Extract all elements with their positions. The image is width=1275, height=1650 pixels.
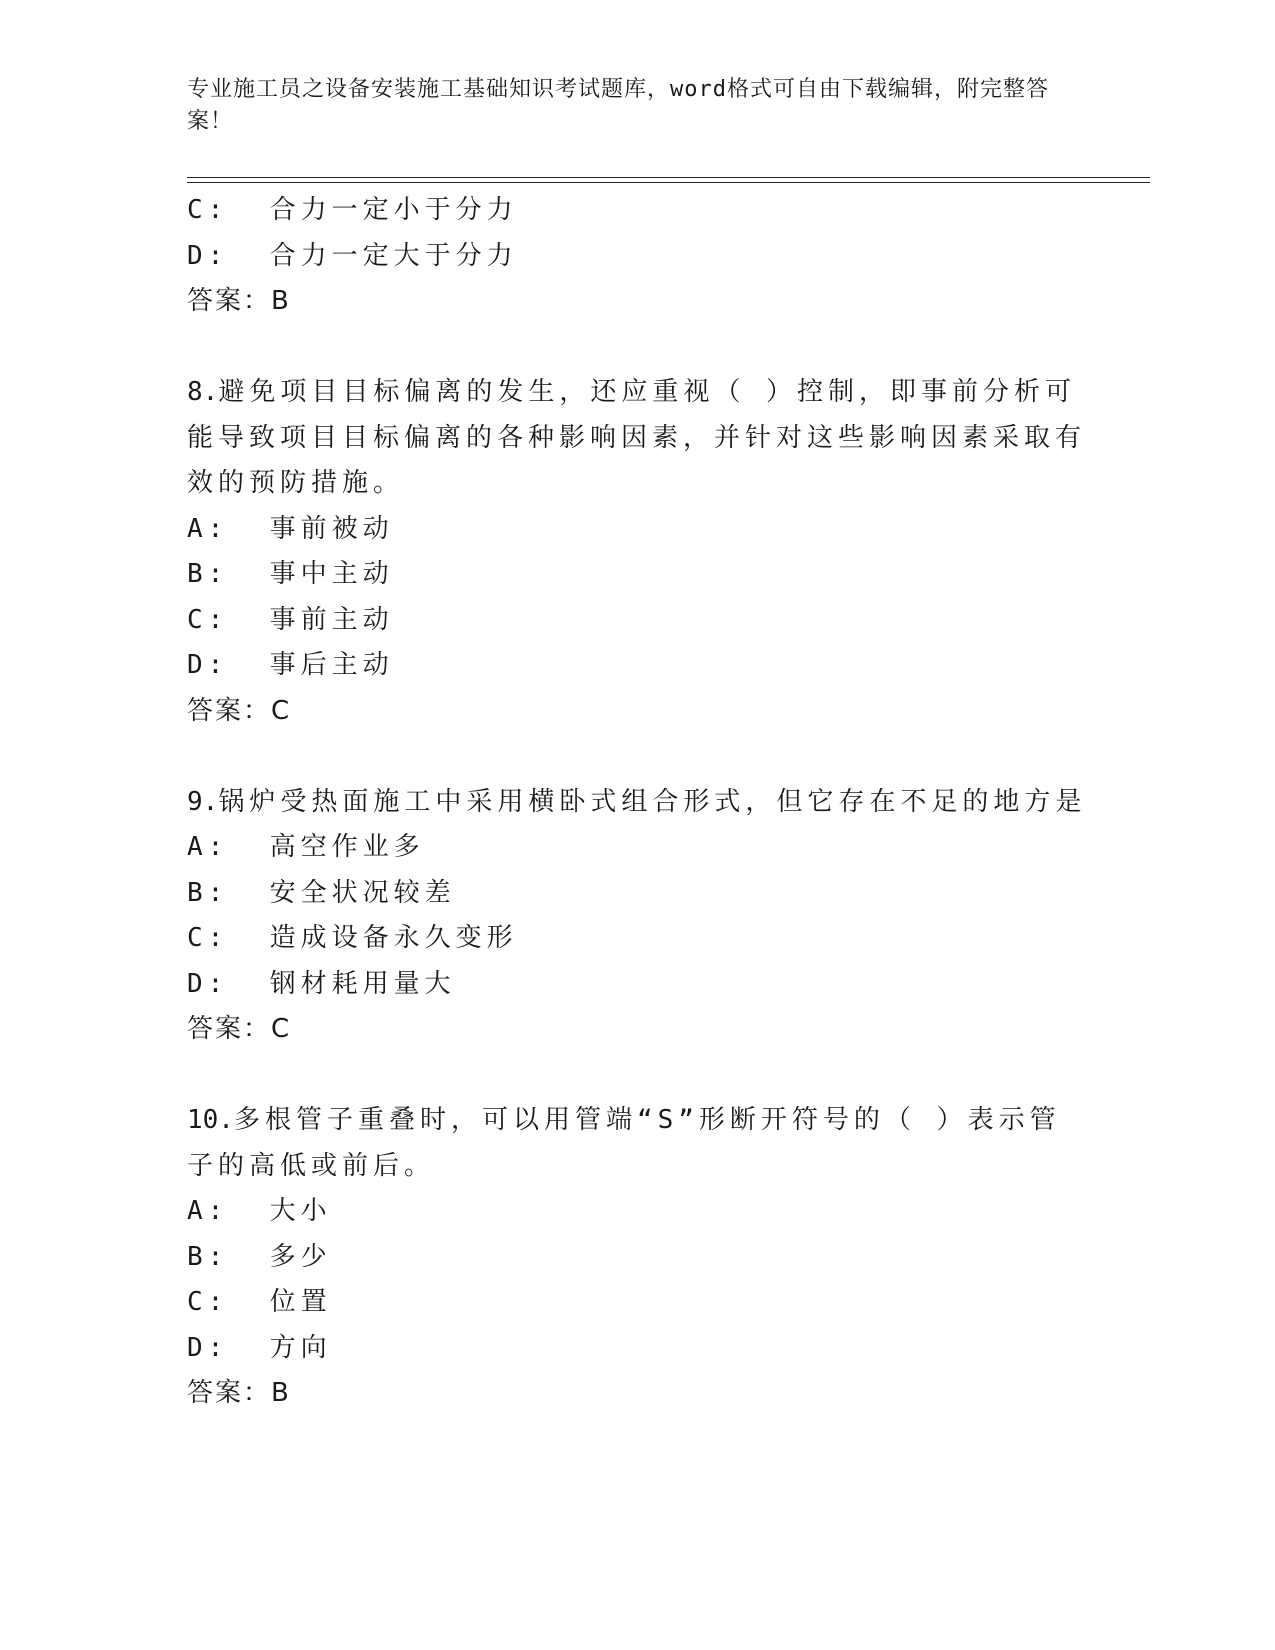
question-block-8 [187, 370, 1087, 734]
option-d: D: 事后主动 [187, 650, 394, 680]
block-spacer [187, 1053, 1087, 1099]
option-c: C: 造成设备永久变形 [187, 923, 518, 953]
block-spacer [187, 734, 1087, 780]
answer-line: 答案：B [187, 1378, 291, 1408]
question-block-10 [187, 1098, 1087, 1417]
answer-line: 答案：B [187, 286, 291, 316]
option-c: C: 合力一定小于分力 [187, 195, 518, 225]
option-a: A: 高空作业多 [187, 832, 425, 862]
option-a: A: 大小 [187, 1196, 332, 1226]
header-text: 专业施工员之设备安装施工基础知识考试题库，word格式可自由下载编辑，附完整答案！ [187, 77, 1049, 134]
block-spacer [187, 325, 1087, 371]
option-c: C: 事前主动 [187, 604, 394, 635]
header-divider-bottom [187, 182, 1150, 183]
header-divider-top [187, 177, 1150, 178]
document-header [187, 74, 1067, 138]
option-d: D: 合力一定大于分力 [187, 240, 518, 271]
question-text: 10.多根管子重叠时，可以用管端“S”形断开符号的（ ）表示管子的高低或前后。 [187, 1105, 1061, 1181]
option-c: C: 位置 [187, 1287, 332, 1317]
question-text: 8.避免项目目标偏离的发生，还应重视（ ）控制，即事前分析可能导致项目目标偏离的各种影响因素，并针对这些影响因素采取有效的预防措施。 [187, 377, 1087, 498]
option-b: B: 安全状况较差 [187, 877, 456, 908]
option-a: A: 事前被动 [187, 513, 394, 544]
option-b: B: 多少 [187, 1241, 332, 1272]
question-text: 9.锅炉受热面施工中采用横卧式组合形式，但它存在不足的地方是 [187, 786, 1087, 817]
answer-line: 答案：C [187, 1014, 292, 1044]
answer-line: 答案：C [187, 695, 292, 726]
option-b: B: 事中主动 [187, 559, 394, 589]
option-d: D: 方向 [187, 1332, 332, 1363]
option-d: D: 钢材耗用量大 [187, 968, 456, 999]
question-block-7 [187, 188, 1087, 325]
question-block-9 [187, 780, 1087, 1053]
question-list [187, 188, 1087, 1417]
